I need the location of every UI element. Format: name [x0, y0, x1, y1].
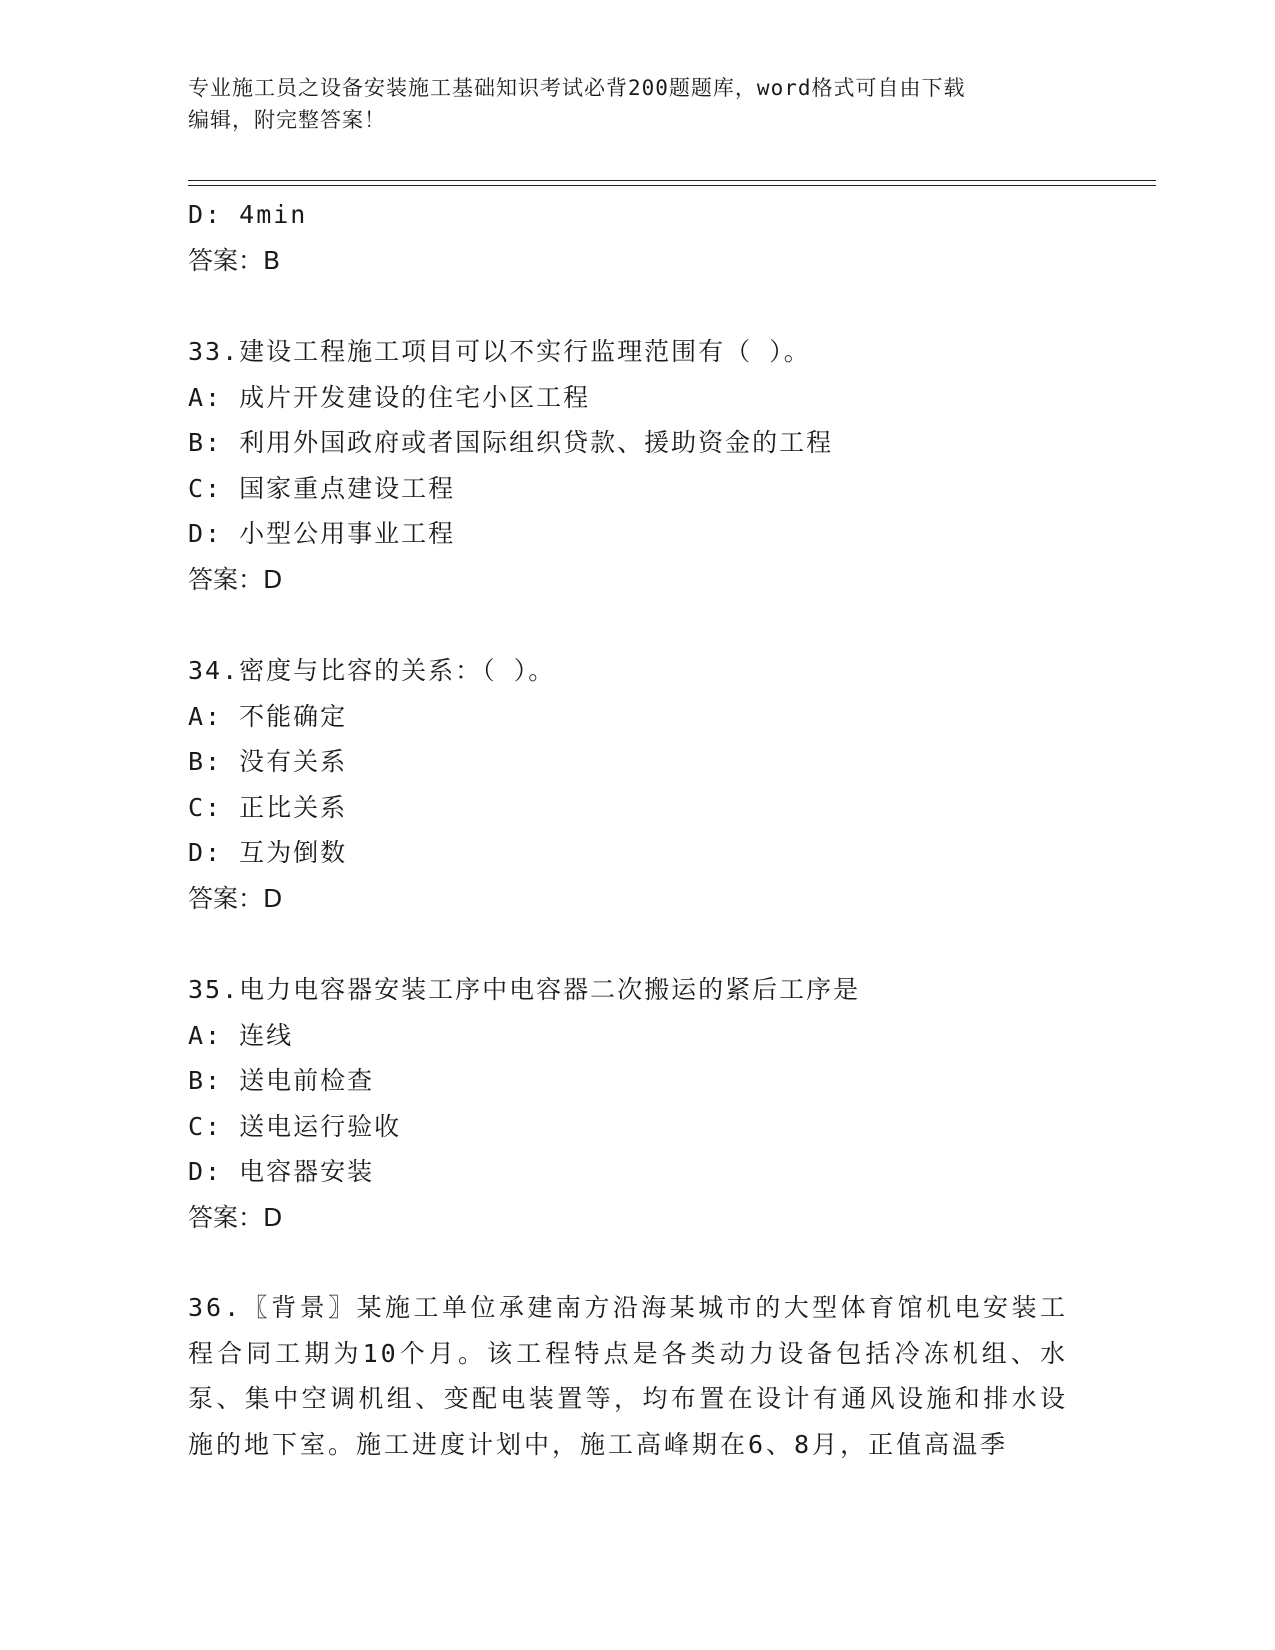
option-d: D: 互为倒数 — [188, 838, 348, 867]
question-36-text: 36.〖背景〗某施工单位承建南方沿海某城市的大型体育馆机电安装工程合同工期为10个月。该工程特点是各类动力设备包括冷冻机组、水泵、集中空调机组、变配电装置等，均布置在设计有通风设施和排水设施的地下室。施工进度计划中，施工高峰期在6、8月，正值高温季 — [188, 1293, 1068, 1459]
answer: 答案：D — [188, 564, 283, 594]
spacer — [188, 283, 1088, 329]
question-34 — [188, 648, 1088, 921]
option-a: A: 不能确定 — [188, 701, 348, 731]
spacer — [188, 602, 1088, 648]
header-divider-bottom — [188, 185, 1156, 186]
spacer — [188, 921, 1088, 967]
document-header — [188, 72, 1068, 136]
question-stem: 35.电力电容器安装工序中电容器二次搬运的紧后工序是 — [188, 975, 861, 1004]
prev-answer: 答案：B — [188, 245, 281, 275]
option-c: C: 国家重点建设工程 — [188, 473, 456, 503]
question-list — [188, 192, 1088, 1240]
option-b: B: 没有关系 — [188, 747, 348, 776]
header-line-2: 编辑，附完整答案！ — [188, 108, 386, 132]
prev-option-d: D: 4min — [188, 200, 308, 229]
header-line-1: 专业施工员之设备安装施工基础知识考试必背200题题库，word格式可自由下载 — [188, 76, 966, 100]
question-stem: 33.建设工程施工项目可以不实行监理范围有（ ）。 — [188, 337, 811, 366]
option-c: C: 正比关系 — [188, 792, 348, 822]
option-a: A: 连线 — [188, 1020, 294, 1050]
option-c: C: 送电运行验收 — [188, 1111, 402, 1141]
header-divider-top — [188, 180, 1156, 181]
question-35 — [188, 967, 1088, 1240]
option-b: B: 利用外国政府或者国际组织贷款、援助资金的工程 — [188, 428, 834, 457]
question-stem: 34.密度与比容的关系：（ ）。 — [188, 656, 556, 685]
option-d: D: 电容器安装 — [188, 1157, 375, 1186]
option-b: B: 送电前检查 — [188, 1066, 375, 1095]
question-33 — [188, 329, 1088, 602]
answer: 答案：D — [188, 883, 283, 913]
option-a: A: 成片开发建设的住宅小区工程 — [188, 382, 591, 412]
answer: 答案：D — [188, 1202, 283, 1232]
option-d: D: 小型公用事业工程 — [188, 519, 456, 548]
